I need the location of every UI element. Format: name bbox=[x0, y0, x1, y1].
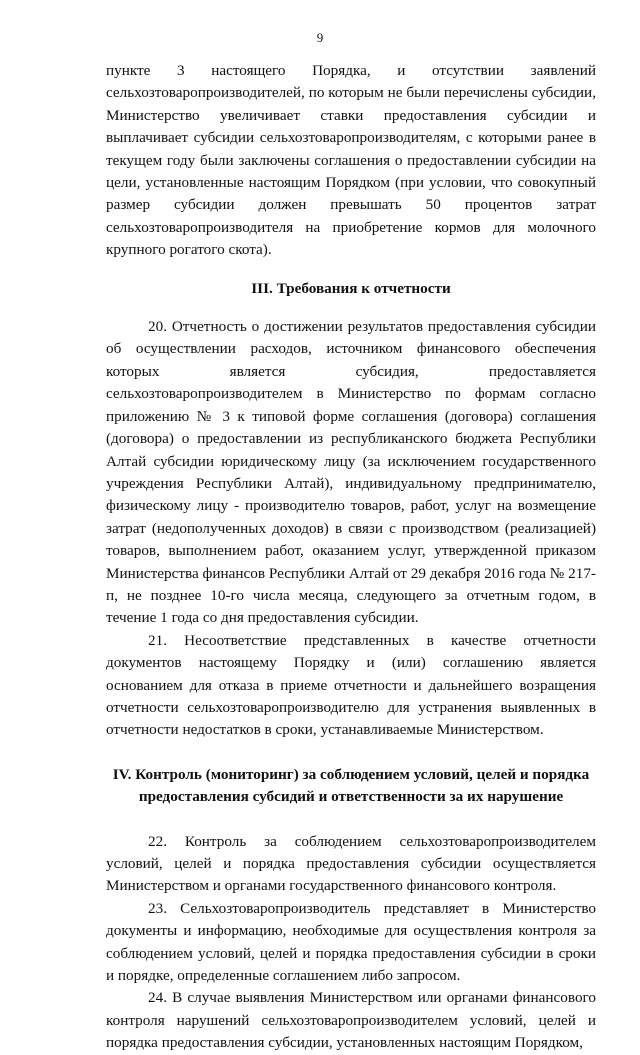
page-number: 9 bbox=[316, 30, 324, 45]
paragraph-continuation: пункте 3 настоящего Порядка, и отсутствии заявлений сельхозтоваропроизводителей, по которым не были перечислены субсидии, Министерство увеличивает ставки предоставления субсидии и выплачивает субсидии сельхозтоваропроизводителям, с которыми ранее в текущем году были заключены соглашения о предоставлении субсидии на цели, установленные настоящим Порядком (при условии, что совокупный размер субсидии должен превышать 50 процентов затрат сельхозтоваропроизводителя на приобретение кормов для молочного крупного рогатого скота). bbox=[106, 62, 596, 259]
paragraph-24: 24. В случае выявления Министерством или органами финансового контроля нарушений сельхозтоваропроизводителем условий, целей и порядка предоставления субсидии, установленных настоящим Порядком, bbox=[106, 989, 596, 1052]
paragraph-23: 23. Сельхозтоваропроизводитель представляет в Министерство документы и информацию, необходимые для осуществления контроля за соблюдением условий, целей и порядка предоставления субсидии в сроки и порядке, определенные соглашением либо запросом. bbox=[106, 899, 596, 985]
document-body bbox=[106, 60, 596, 1055]
section-heading-control-line2: предоставления субсидий и ответственности за их нарушение bbox=[138, 788, 564, 806]
paragraph-22: 22. Контроль за соблюдением сельхозтоваропроизводителем условий, целей и порядка предоставления субсидии осуществляется Министерством и органами государственного финансового контроля. bbox=[106, 832, 596, 895]
section-heading-control bbox=[106, 764, 596, 809]
paragraph-20: 20. Отчетность о достижении результатов предоставления субсидии об осуществлении расходов, источником финансового обеспечения которых является субсидия, предоставляется сельхозтоваропроизводителем в Министерство по формам согласно приложению № 3 к типовой форме соглашения (договора) соглашения (договора) о предоставлении из республиканского бюджета Республики Алтай субсидии юридическому лицу (за исключением государственного учреждения Республики Алтай), индивидуальному предпринимателю, физическому лицу - производителю товаров, работ, услуг на возмещение затрат (недополученных доходов) в связи с производством (реализацией) товаров, выполнением работ, оказанием услуг, утвержденной приказом Министерства финансов Республики Алтай от 29 декабря 2016 года № 217-п, не позднее 10-го числа месяца, следующего за отчетным годом, в течение 1 года со дня предоставления субсидии. bbox=[106, 318, 596, 627]
section-heading-requirements: III. Требования к отчетности bbox=[251, 279, 451, 297]
paragraph-21: 21. Несоответствие представленных в качестве отчетности документов настоящему Порядку и (или) соглашению является основанием для отказа в приеме отчетности и дальнейшего возращения отчетности сельхозтоваропроизводителю для устранения выявленных в отчетности недостатков в сроки, устанавливаемые Министерством. bbox=[106, 631, 596, 739]
section-heading-control-line1: IV. Контроль (мониторинг) за соблюдением условий, целей и порядка bbox=[112, 765, 590, 783]
